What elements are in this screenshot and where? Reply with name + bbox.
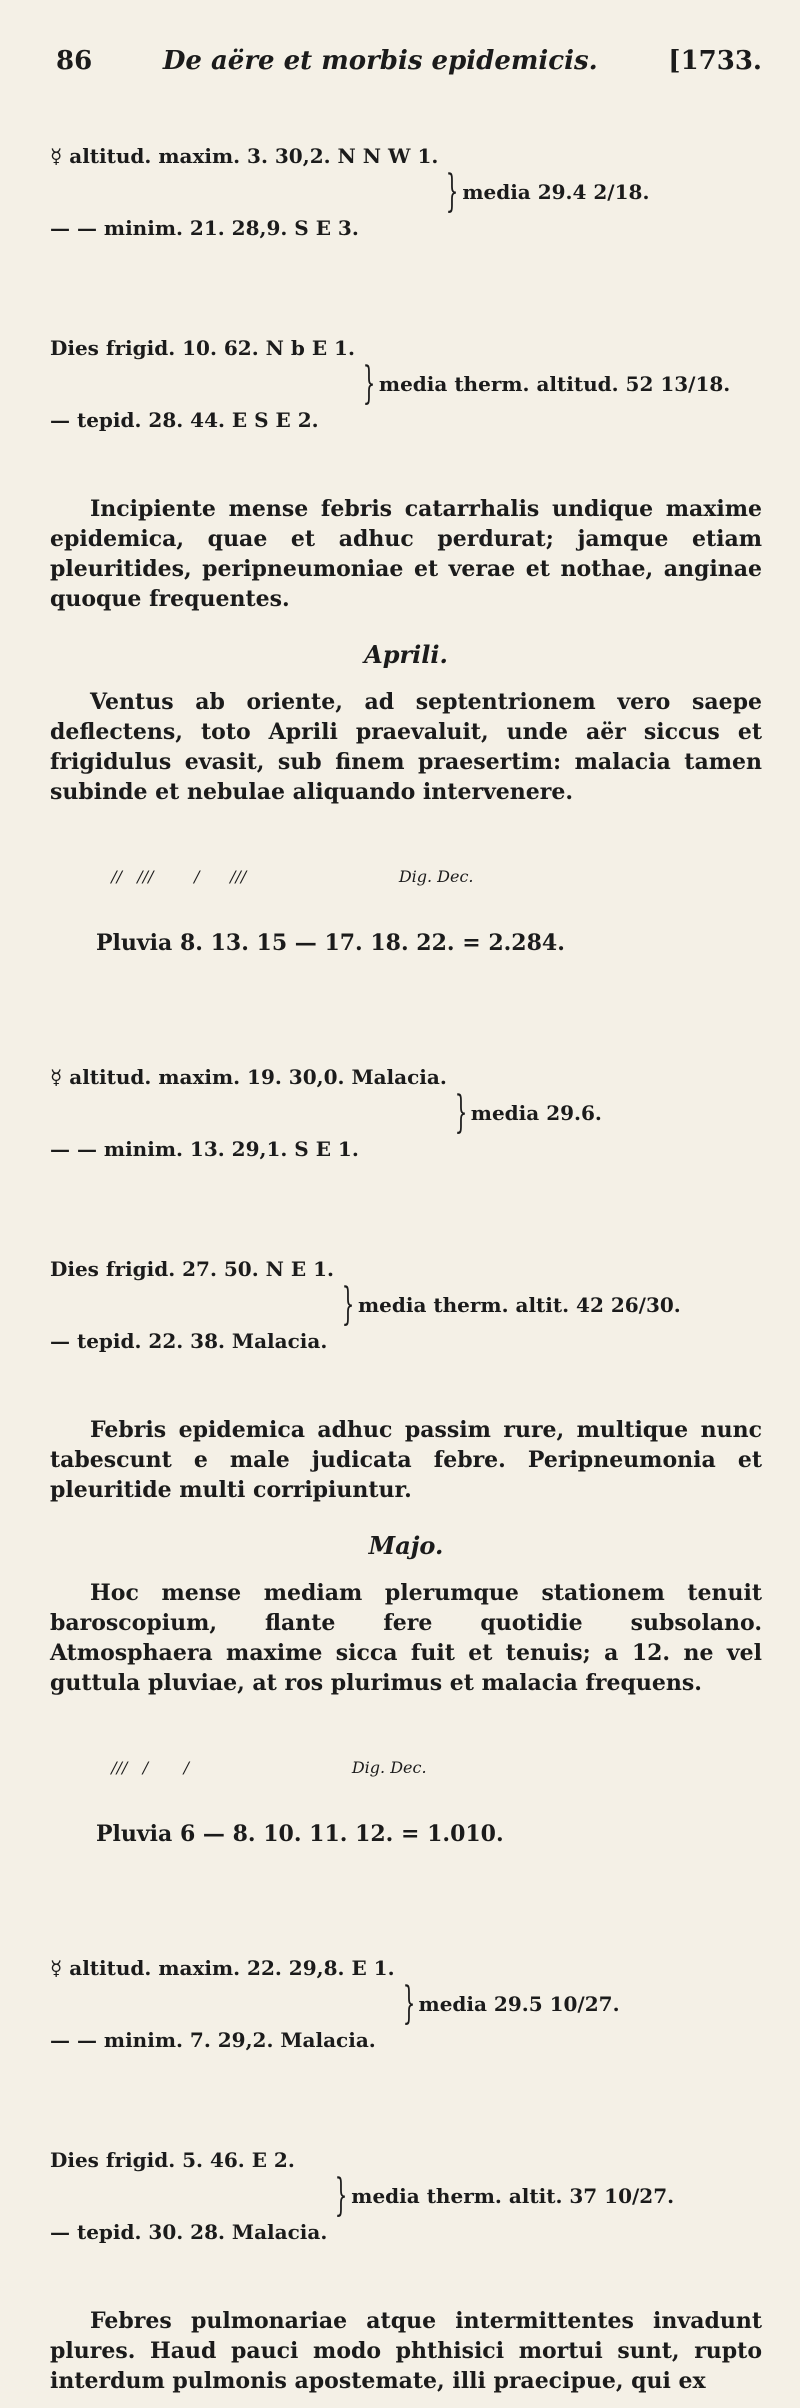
march-observations xyxy=(50,96,762,614)
page-number: 86 xyxy=(56,46,93,76)
rain-units-label: Dig. Dec. xyxy=(398,867,474,886)
barometer-max-line: ☿ altitud. maxim. 22. 29,8. E 1. xyxy=(50,1956,395,1980)
brace-icon: } xyxy=(341,1279,355,1330)
rain-marks: // /// / /// xyxy=(96,867,247,886)
majo-section xyxy=(50,1531,762,2396)
running-header xyxy=(56,46,762,76)
thermometer-media: media therm. altit. 37 10/27. xyxy=(351,2184,675,2208)
aprili-section xyxy=(50,640,762,1505)
barometer-max-line: ☿ altitud. maxim. 19. 30,0. Malacia. xyxy=(50,1065,447,1089)
rain-line: Pluvia 8. 13. 15 — 17. 18. 22. = 2.284. xyxy=(96,930,565,956)
thermometer-media: media therm. altitud. 52 13/18. xyxy=(378,372,731,396)
brace-icon: } xyxy=(362,358,376,409)
thermometer-media: media therm. altit. 42 26/30. xyxy=(357,1293,681,1317)
march-paragraph: Incipiente mense febris catarrhalis undique maxime epidemica, quae et adhuc perdurat; jamque etiam pleuritides, peripneumoniae et verae et nothae, anginae quoque frequentes. xyxy=(50,496,762,612)
barometer-media: media 29.5 10/27. xyxy=(418,1992,620,2016)
barometer-group xyxy=(50,96,762,288)
barometer-media: media 29.4 2/18. xyxy=(462,180,650,204)
month-heading-aprili: Aprili. xyxy=(364,640,448,669)
thermometer-cold-line: Dies frigid. 5. 46. E 2. xyxy=(50,2148,295,2172)
month-heading-majo: Majo. xyxy=(368,1531,444,1560)
rain-record xyxy=(96,817,762,1003)
thermometer-warm-line: — tepid. 28. 44. E S E 2. xyxy=(50,408,319,432)
thermometer-group xyxy=(50,1209,762,1401)
brace-icon: } xyxy=(446,166,459,217)
majo-paragraph: Hoc mense mediam plerumque stationem tenuit baroscopium, flante fere quotidie subsolano. Atmosphaera maxime sicca fuit et tenuis; a 12. ne vel guttula pluviae, at ros plurimus et malacia frequens. xyxy=(50,1580,762,1696)
thermometer-cold-line: Dies frigid. 27. 50. N E 1. xyxy=(50,1257,334,1281)
brace-icon: } xyxy=(334,2170,348,2221)
barometer-min-line: — — minim. 21. 28,9. S E 3. xyxy=(50,216,359,240)
aprili-paragraph-2: Febris epidemica adhuc passim rure, multique nunc tabescunt e male judicata febre. Peripneumonia et pleuritide multi corripiuntur. xyxy=(50,1417,762,1503)
rain-marks: /// / / xyxy=(96,1758,190,1777)
barometer-max-line: ☿ altitud. maxim. 3. 30,2. N N W 1. xyxy=(50,144,439,168)
thermometer-group xyxy=(50,2100,762,2292)
brace-icon: } xyxy=(402,1978,415,2029)
majo-paragraph-2: Febres pulmonariae atque intermittentes invadunt plures. Haud pauci modo phthisici mortui sunt, rupto interdum pulmonis apostemate, illi praecipue, qui ex xyxy=(50,2308,762,2394)
thermometer-warm-line: — tepid. 30. 28. Malacia. xyxy=(50,2220,328,2244)
barometer-group xyxy=(50,1017,762,1209)
barometer-min-line: — — minim. 13. 29,1. S E 1. xyxy=(50,1137,359,1161)
rain-line: Pluvia 6 — 8. 10. 11. 12. = 1.010. xyxy=(96,1821,504,1847)
year-marker: [1733. xyxy=(668,46,762,76)
barometer-media: media 29.6. xyxy=(470,1101,602,1125)
thermometer-cold-line: Dies frigid. 10. 62. N b E 1. xyxy=(50,336,355,360)
running-title: De aëre et morbis epidemicis. xyxy=(162,46,598,76)
page xyxy=(50,46,762,2408)
rain-units-label: Dig. Dec. xyxy=(351,1758,427,1777)
barometer-group xyxy=(50,1908,762,2100)
thermometer-group xyxy=(50,288,762,480)
brace-icon: } xyxy=(454,1087,468,1138)
aprili-paragraph: Ventus ab oriente, ad septentrionem vero saepe deflectens, toto Aprili praevaluit, unde aër siccus et frigidulus evasit, sub finem praesertim: malacia tamen subinde et nebulae aliquando intervenere. xyxy=(50,689,762,805)
barometer-min-line: — — minim. 7. 29,2. Malacia. xyxy=(50,2028,376,2052)
rain-record xyxy=(96,1708,762,1894)
thermometer-warm-line: — tepid. 22. 38. Malacia. xyxy=(50,1329,328,1353)
